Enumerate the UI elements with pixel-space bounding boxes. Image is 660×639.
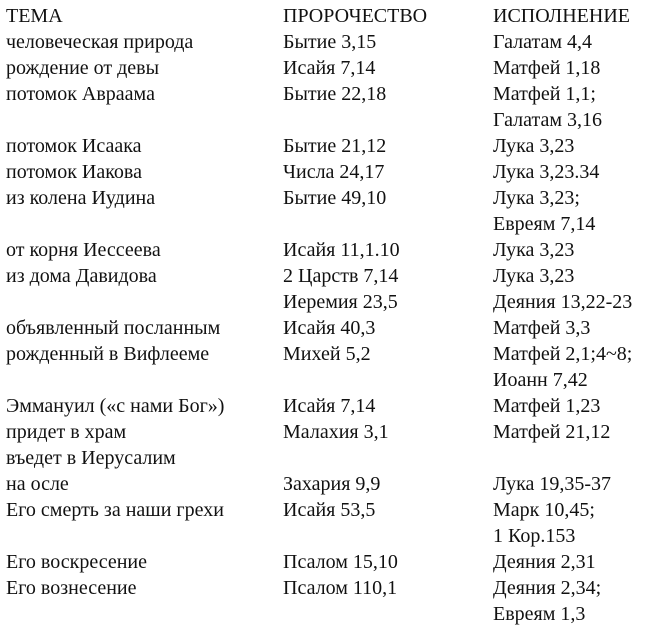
theme-cell: из дома Давидова [6,265,157,287]
table-row [0,81,660,107]
theme-cell: въедет в Иерусалим [6,447,176,469]
table-row [0,55,660,81]
table-row [0,549,660,575]
fulfillment-cell: 1 Кор.153 [493,525,576,547]
table-row [0,367,660,393]
theme-cell: Его воскресение [6,551,147,573]
fulfillment-cell: Матфей 1,18 [493,57,601,79]
table-row [0,29,660,55]
theme-cell: из колена Иудина [6,187,156,209]
theme-cell: рожденный в Вифлееме [6,343,210,365]
header-theme: ТЕМА [6,5,63,27]
prophecy-cell: Бытие 49,10 [283,187,387,209]
table-row [0,523,660,549]
table-row [0,133,660,159]
table-row [0,289,660,315]
fulfillment-cell: Деяния 2,31 [493,551,596,573]
theme-cell: потомок Исаака [6,135,142,157]
prophecy-cell: Бытие 21,12 [283,135,387,157]
fulfillment-cell: Матфей 1,23 [493,395,601,417]
table-row [0,107,660,133]
theme-cell: человеческая природа [6,31,194,53]
fulfillment-cell: Лука 3,23 [493,135,575,157]
fulfillment-cell: Иоанн 7,42 [493,369,588,391]
table-row [0,211,660,237]
prophecy-cell: Псалом 15,10 [283,551,398,573]
prophecy-cell: Исайя 7,14 [283,57,376,79]
prophecy-cell: Бытие 3,15 [283,31,377,53]
table-row [0,393,660,419]
fulfillment-cell: Матфей 3,3 [493,317,591,339]
fulfillment-cell: Деяния 2,34; [493,577,602,599]
header-row [0,3,660,29]
prophecy-cell: Михей 5,2 [283,343,371,365]
table-row [0,601,660,627]
fulfillment-cell: Матфей 21,12 [493,421,611,443]
fulfillment-cell: Матфей 1,1; [493,83,596,105]
theme-cell: Его вознесение [6,577,137,599]
theme-cell: потомок Иакова [6,161,142,183]
fulfillment-cell: Евреям 7,14 [493,213,596,235]
prophecy-cell: Исайя 11,1.10 [283,239,400,261]
theme-cell: потомок Авраама [6,83,155,105]
table-row [0,575,660,601]
prophecy-cell: Захария 9,9 [283,473,381,495]
theme-cell: придет в храм [6,421,127,443]
header-prophecy: ПРОРОЧЕСТВО [283,5,428,27]
prophecy-cell: Иеремия 23,5 [283,291,398,313]
fulfillment-cell: Галатам 3,16 [493,109,602,131]
theme-cell: Эммануил («с нами Бог») [6,395,225,417]
table-row [0,159,660,185]
fulfillment-cell: Лука 3,23.34 [493,161,600,183]
prophecy-cell: Псалом 110,1 [283,577,398,599]
fulfillment-cell: Деяния 13,22-23 [493,291,633,313]
fulfillment-cell: Марк 10,45; [493,499,595,521]
prophecy-cell: Исайя 53,5 [283,499,376,521]
prophecy-cell: Малахия 3,1 [283,421,389,443]
theme-cell: рождение от девы [6,57,160,79]
fulfillment-cell: Лука 3,23; [493,187,580,209]
fulfillment-cell: Евреям 1,3 [493,603,586,625]
fulfillment-cell: Лука 3,23 [493,239,575,261]
table-row [0,497,660,523]
prophecy-cell: Числа 24,17 [283,161,385,183]
theme-cell: объявленный посланным [6,317,221,339]
theme-cell: Его смерть за наши грехи [6,499,224,521]
prophecy-cell: 2 Царств 7,14 [283,265,399,287]
table-row [0,237,660,263]
table-row [0,471,660,497]
header-fulfillment: ИСПОЛНЕНИЕ [493,5,631,27]
fulfillment-cell: Лука 3,23 [493,265,575,287]
theme-cell: на осле [6,473,69,495]
prophecy-cell: Исайя 40,3 [283,317,376,339]
table-row [0,315,660,341]
fulfillment-cell: Матфей 2,1;4~8; [493,343,633,365]
fulfillment-cell: Лука 19,35-37 [493,473,612,495]
prophecy-cell: Исайя 7,14 [283,395,376,417]
prophecy-cell: Бытие 22,18 [283,83,387,105]
table-row [0,341,660,367]
table-row [0,263,660,289]
table-row [0,419,660,445]
fulfillment-cell: Галатам 4,4 [493,31,592,53]
theme-cell: от корня Иессеева [6,239,161,261]
table-row [0,445,660,471]
table-row [0,185,660,211]
